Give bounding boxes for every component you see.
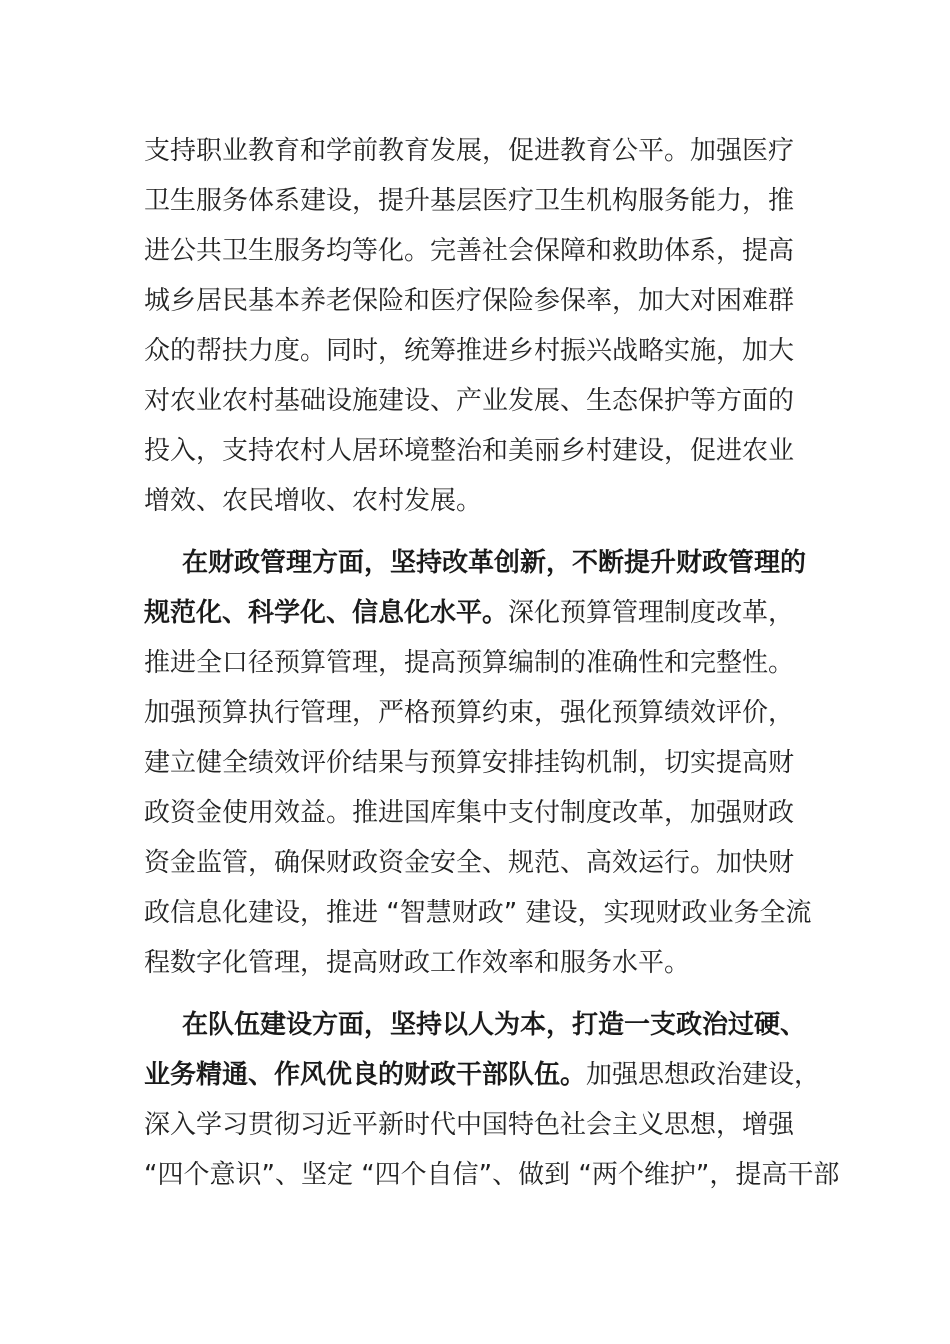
- paragraph-heading: 在队伍建设方面，坚持以人为本，打造一支政治过硬、: [182, 1010, 807, 1040]
- text-line: 投入，支持农村人居环境整治和美丽乡村建设，促进农业: [144, 436, 795, 466]
- text-line: 支持职业教育和学前教育发展，促进教育公平。加强医疗: [144, 136, 795, 166]
- text-line: 政资金使用效益。推进国库集中支付制度改革，加强财政: [144, 798, 795, 828]
- text-line: 规范化、科学化、信息化水平。深化预算管理制度改革，: [144, 598, 795, 628]
- text-line: “四个意识”、坚定 “四个自信”、做到 “两个维护”，提高干部: [144, 1160, 840, 1190]
- text-line: [144, 1000, 834, 1050]
- paragraph-heading: 业务精通、作风优良的财政干部队伍。: [144, 1060, 587, 1090]
- paragraph-heading: 规范化、科学化、信息化水平。: [144, 598, 509, 628]
- paragraph-social-services: [144, 126, 834, 526]
- text-line: 业务精通、作风优良的财政干部队伍。加强思想政治建设，: [144, 1060, 821, 1090]
- text-line: 程数字化管理，提高财政工作效率和服务水平。: [144, 948, 691, 978]
- text-line: [144, 538, 834, 588]
- text-line: 深入学习贯彻习近平新时代中国特色社会主义思想，增强: [144, 1110, 795, 1140]
- text-line: 众的帮扶力度。同时，统筹推进乡村振兴战略实施，加大: [144, 336, 795, 366]
- text-line: 城乡居民基本养老保险和医疗保险参保率，加大对困难群: [144, 286, 795, 316]
- text-line: 加强预算执行管理，严格预算约束，强化预算绩效评价，: [144, 698, 795, 728]
- text-line: 对农业农村基础设施建设、产业发展、生态保护等方面的: [144, 386, 795, 416]
- text-line: 卫生服务体系建设，提升基层医疗卫生机构服务能力，推: [144, 186, 795, 216]
- paragraph-fiscal-management: [144, 538, 834, 988]
- paragraph-team-building: [144, 1000, 840, 1200]
- text-line: 资金监管，确保财政资金安全、规范、高效运行。加快财: [144, 848, 795, 878]
- text-line: 推进全口径预算管理，提高预算编制的准确性和完整性。: [144, 648, 795, 678]
- text-line: 增效、农民增收、农村发展。: [144, 486, 483, 516]
- paragraph-heading: 在财政管理方面，坚持改革创新，不断提升财政管理的: [182, 548, 807, 578]
- text-line: 政信息化建设，推进 “智慧财政” 建设，实现财政业务全流: [144, 898, 812, 928]
- document-body: [144, 126, 840, 1200]
- text-line: 进公共卫生服务均等化。完善社会保障和救助体系，提高: [144, 236, 795, 266]
- text-line: 建立健全绩效评价结果与预算安排挂钩机制，切实提高财: [144, 748, 795, 778]
